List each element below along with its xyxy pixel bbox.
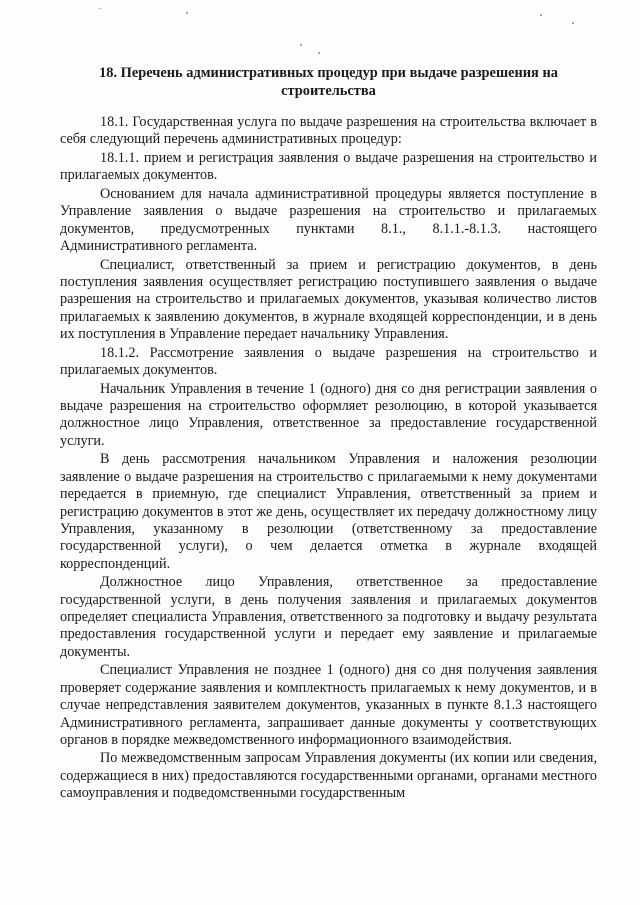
paragraph: По межведомственным запросам Управления документы (их копии или сведения, содержащиеся в них) предоставляются государственными органами, органами местного самоуправления и подведомственными государственным [60, 750, 597, 802]
paragraph: 18.1.1. прием и регистрация заявления о выдаче разрешения на строительство и прилагаемых документов. [60, 149, 597, 184]
document-title: 18. Перечень административных процедур при выдаче разрешения на строительства [99, 65, 558, 99]
paragraph: Основанием для начала административной процедуры является поступление в Управление заявления о выдаче разрешения на строительство и прилагаемых документов, предусмотренных пунктами 8.1., 8.1.1.-8.1.3. настоящего Административного регламента. [60, 185, 597, 255]
paragraph: В день рассмотрения начальником Управления и наложения резолюции заявление о выдаче разрешения на строительство с прилагаемыми к нему документами передается в приемную, где специалист Управления, ответственный за прием и регистрацию документов в этот же день, осуществляет их передачу должностному лицу Управления, указанному в резолюции (ответственному за предоставление государственной услуги), о чем делается отметка в журнале входящей корреспонденций. [60, 451, 597, 572]
scan-speck [572, 22, 574, 24]
paragraph: Начальник Управления в течение 1 (одного) дня со дня регистрации заявления о выдаче разрешения на строительство оформляет резолюцию, в которой указывается должностное лицо Управления, ответственное за предоставление государственной услуги. [60, 380, 597, 449]
paragraph: Специалист, ответственный за прием и регистрацию документов, в день поступления заявления осуществляет регистрацию поступившего заявления о выдаче разрешения на строительство и прилагаемых документов, указывая количество листов прилагаемых к заявлению документов, в журнале входящей корреспонденции, и в день их поступления в Управление передает начальнику Управления. [60, 256, 597, 343]
document-body [60, 114, 597, 804]
paragraph: 18.1. Государственная услуга по выдаче разрешения на строительства включает в себя следующий перечень административных процедур: [60, 114, 597, 148]
scan-speck [540, 14, 542, 16]
paragraph: 18.1.2. Рассмотрение заявления о выдаче разрешения на строительство и прилагаемых документов. [60, 344, 597, 379]
paragraph: Должностное лицо Управления, ответственное за предоставление государственной услуги, в день получения заявления и прилагаемых документов определяет специалиста Управления, ответственного за подготовку и выдачу результата предоставления государственной услуги и передает ему заявление и прилагаемые документы. [60, 574, 597, 660]
scan-speck [300, 44, 302, 46]
scan-speck [186, 12, 188, 14]
scan-speck [318, 52, 320, 54]
scan-speck: ˘ [98, 8, 103, 18]
paragraph: Специалист Управления не позднее 1 (одного) дня со дня получения заявления проверяет содержание заявления и комплектность прилагаемых к нему документов, и в случае непредставления заявителем документов, указанных в пункте 8.1.3 настоящего Административного регламента, запрашивает данные документы у соответствующих органов в порядке межведомственного информационного взаимодействия. [60, 662, 597, 748]
